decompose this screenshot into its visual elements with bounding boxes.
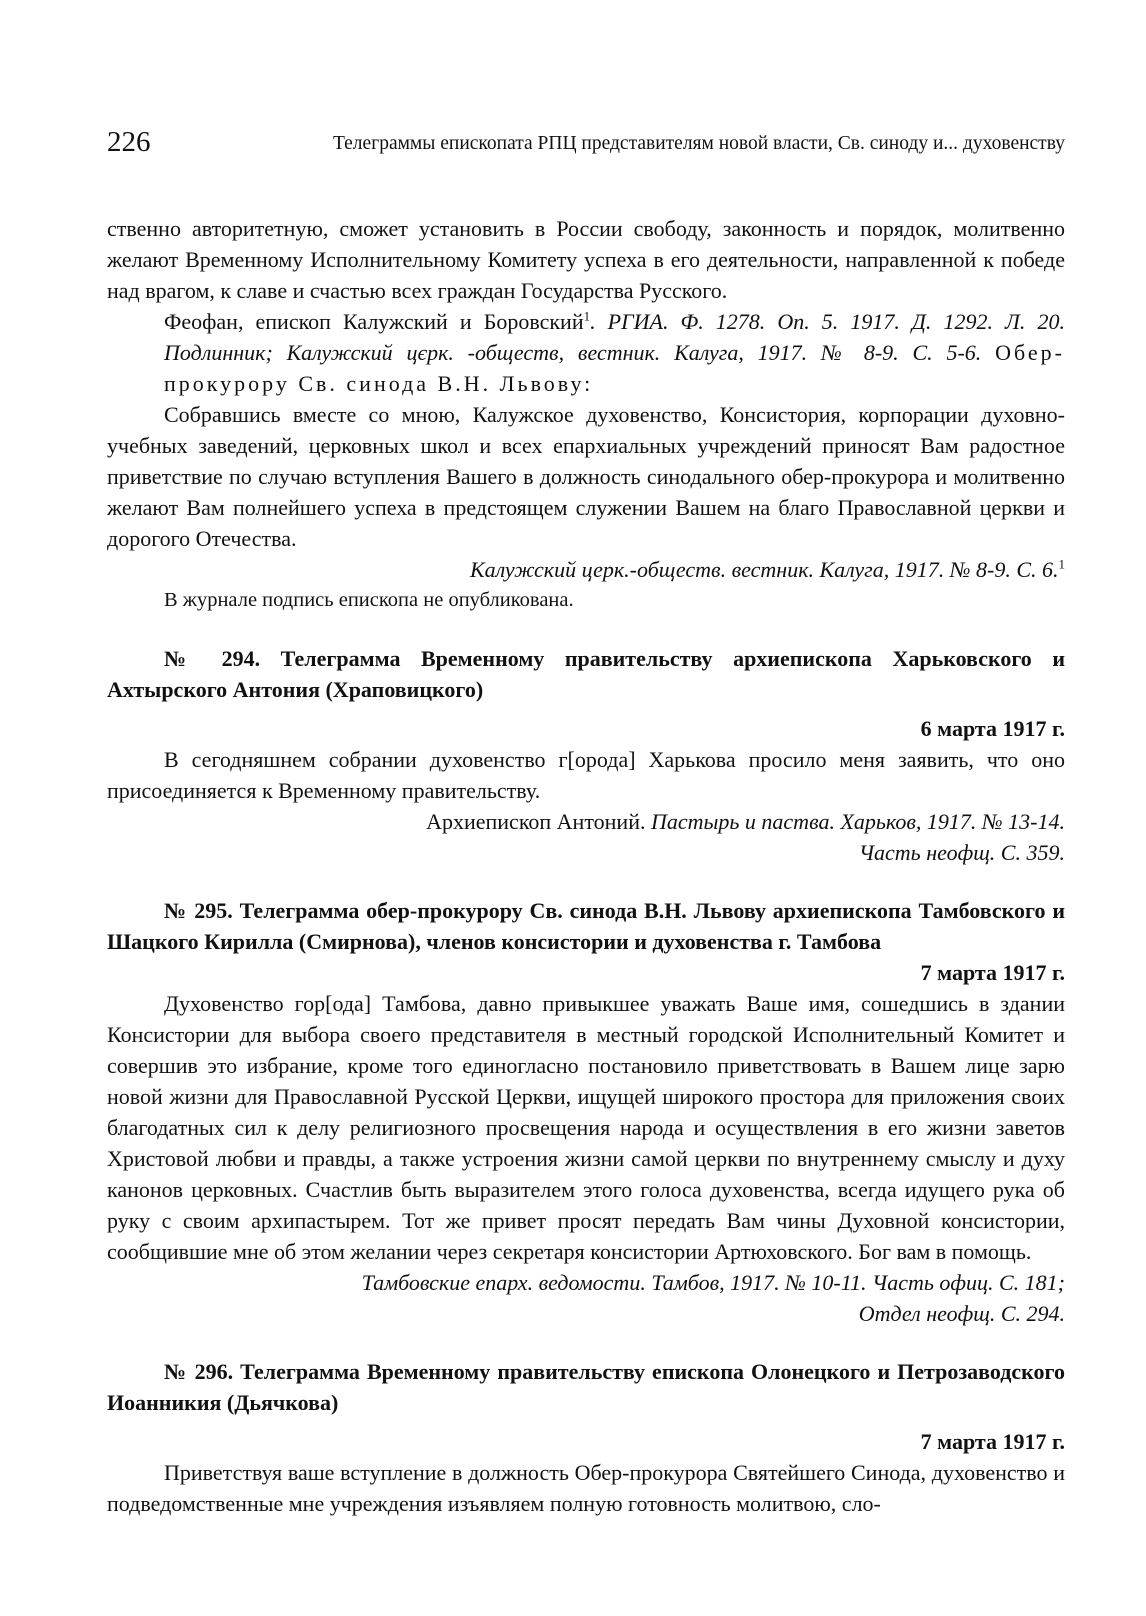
doc-296-title: № 296. Телеграмма Временному правительству епископа Олонецкого и Петрозаводского Иоанникия (Дьячкова) (107, 1359, 1065, 1415)
intro-signature: Феофан, епископ Калужский и Боровский (164, 309, 584, 334)
doc-295-title: № 295. Телеграмма обер-прокурору Св. синода В.Н. Львову архиепископа Тамбовского и Шацкого Кирилла (Смирнова), членов консистории и духовенства г. Тамбова (107, 898, 1065, 954)
doc-295-source-line-1: Тамбовские епарх. ведомости. Тамбов, 1917. № 10-11. Часть офиц. С. 181; (361, 1270, 1065, 1295)
intro-letter-source-line (107, 554, 1065, 585)
doc-295-date: 7 марта 1917 г. (920, 960, 1065, 985)
doc-295-text: Духовенство гор[ода] Тамбова, давно привыкшее уважать Ваше имя, сошедшись в здании Консистории для выбора своего представителя в местный городской Исполнительный Комитет и совершив это избрание, кроме того единогласно постановило приветствовать в Вашем лице зарю новой жизни для Православной Русской Церкви, ищущей широкого простора для приложения своих благодатных сил к делу религиозного просвещения народа и осуществления в его жизни заветов Христовой любви и правды, а также устроения жизни самой церкви по внутреннему смыслу и духу канонов церковных. Счастлив быть выразителем этого голоса духовенства, всегда идущего рука об руку с своим архипастырем. Тот же привет просят передать Вам чины Духовной консистории, сообщившие мне об этом желании через секретаря консистории Артюховского. Бог вам в помощь. (107, 991, 1065, 1264)
doc-294-text: В сегодняшнем собрании духовенство г[орода] Харькова просило меня заявить, что оно присоединяется к Временному правительству. (107, 747, 1065, 803)
doc-294-source-1: Пастырь и паства. Харьков, 1917. № 13-14. (650, 809, 1065, 834)
doc-294-source-line-2: Часть неофщ. С. 359. (858, 840, 1065, 865)
intro-paragraph: ственно авторитетную, сможет установить в России свободу, законность и порядок, молитвенно желают Временному Исполнительному Комитету успеха в его деятельности, направленной к победе над врагом, к славе и счастью всех граждан Государства Русского. (107, 216, 1065, 303)
intro-archive-source: . РГИА. Ф. 1278. Оп. 5. 1917. Д. 1292. Л. 20. Подлинник; Калужский цєрк. -обществ, вестник. Калуга, 1917. № 8-9. С. 5-6. (164, 309, 1065, 365)
footnote: В журнале подпись епископа не опубликована. (164, 589, 574, 611)
intro-letter: Собравшись вместе со мною, Калужское духовенство, Консистория, корпорации духовно-учебных заведений, церковных школ и всех епархиальных учреждений приносят Вам радостное приветствие по случаю вступления Вашего в должность синодального обер-прокурора и молитвенно желают Вам полнейшего успеха в предстоящем служении Вашем на благо Православной церкви и дорогого Отечества. (107, 402, 1065, 551)
book-page (107, 0, 1065, 1616)
doc-294-signature: Архиепископ Антоний. (426, 809, 646, 834)
footnote-number: 1 (1058, 556, 1065, 572)
doc-296-date: 7 марта 1917 г. (920, 1429, 1065, 1454)
footnote-mark: 1 (583, 308, 591, 324)
page-number: 226 (107, 126, 151, 158)
running-title: Телеграммы епископата РПЦ представителям новой власти, Св. синоду и... духовенству (332, 133, 1065, 154)
intro-source-block (107, 306, 1065, 399)
page-body (107, 213, 1065, 1519)
doc-295-source-line-2: Отдел неофщ. С. 294. (858, 1301, 1065, 1326)
doc-296-text: Приветствуя ваше вступление в должность Обер-прокурора Святейшего Синода, духовенство и подведомственные мне учреждения изъявляем полную готовность молитвою, сло- (107, 1460, 1065, 1516)
intro-addressee: Обер-прокурору Св. синода В.Н. Львову: (164, 340, 1065, 396)
doc-294-date: 6 марта 1917 г. (920, 716, 1065, 741)
intro-letter-source: Калужский церк.-обществ. вестник. Калуга, 1917. № 8-9. С. 6. (469, 557, 1059, 582)
page-header (107, 124, 1065, 164)
doc-294-source-line-1 (107, 806, 1065, 837)
doc-294-title: № 294. Телеграмма Временному правительству архиепископа Харьковского и Ахтырского Антония (Храповицкого) (107, 646, 1065, 702)
